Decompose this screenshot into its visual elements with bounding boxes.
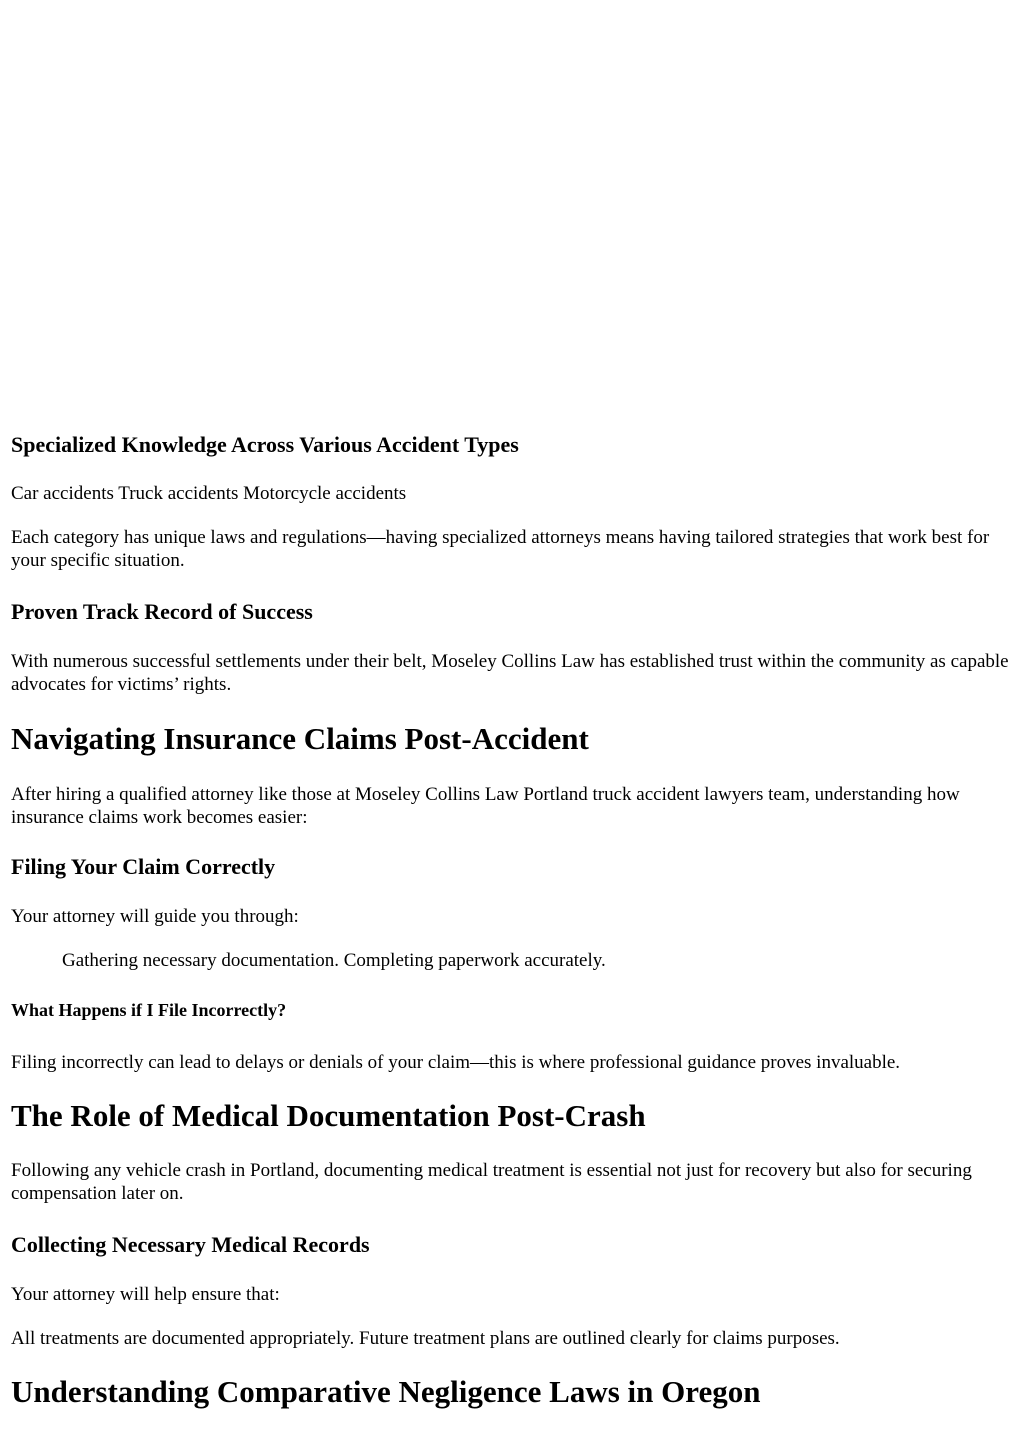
specialized-knowledge-paragraph: Each category has unique laws and regulations—having specialized attorneys means having tailored strategies that work best for your specific situation.: [11, 527, 990, 571]
medical-records-heading: Collecting Necessary Medical Records: [11, 1232, 370, 1257]
blank-top-area: [0, 0, 1024, 420]
insurance-claims-paragraph: After hiring a qualified attorney like those at Moseley Collins Law Portland truck accident lawyers team, understanding how insurance claims work becomes easier:: [11, 784, 960, 828]
track-record-heading: Proven Track Record of Success: [11, 599, 313, 624]
file-incorrectly-paragraph: Filing incorrectly can lead to delays or denials of your claim—this is where professional guidance proves invaluable.: [11, 1052, 901, 1073]
filing-claim-list: Gathering necessary documentation. Completing paperwork accurately.: [62, 950, 606, 971]
filing-claim-intro: Your attorney will guide you through:: [11, 906, 299, 927]
track-record-paragraph: With numerous successful settlements under their belt, Moseley Collins Law has established trust within the community as capable advocates for victims’ rights.: [11, 651, 1009, 695]
medical-documentation-heading: The Role of Medical Documentation Post-Crash: [11, 1098, 646, 1133]
filing-claim-heading: Filing Your Claim Correctly: [11, 854, 276, 879]
medical-records-list: All treatments are documented appropriately. Future treatment plans are outlined clearly for claims purposes.: [11, 1328, 840, 1349]
file-incorrectly-heading: What Happens if I File Incorrectly?: [11, 1000, 287, 1020]
specialized-knowledge-heading: Specialized Knowledge Across Various Accident Types: [11, 432, 519, 457]
medical-documentation-paragraph: Following any vehicle crash in Portland, documenting medical treatment is essential not just for recovery but also for securing compensation later on.: [11, 1160, 972, 1204]
medical-records-intro: Your attorney will help ensure that:: [11, 1284, 280, 1305]
comparative-negligence-heading: Understanding Comparative Negligence Laws in Oregon: [11, 1374, 761, 1409]
accident-types-list: Car accidents Truck accidents Motorcycle accidents: [11, 483, 407, 504]
insurance-claims-heading: Navigating Insurance Claims Post-Accident: [11, 721, 589, 756]
